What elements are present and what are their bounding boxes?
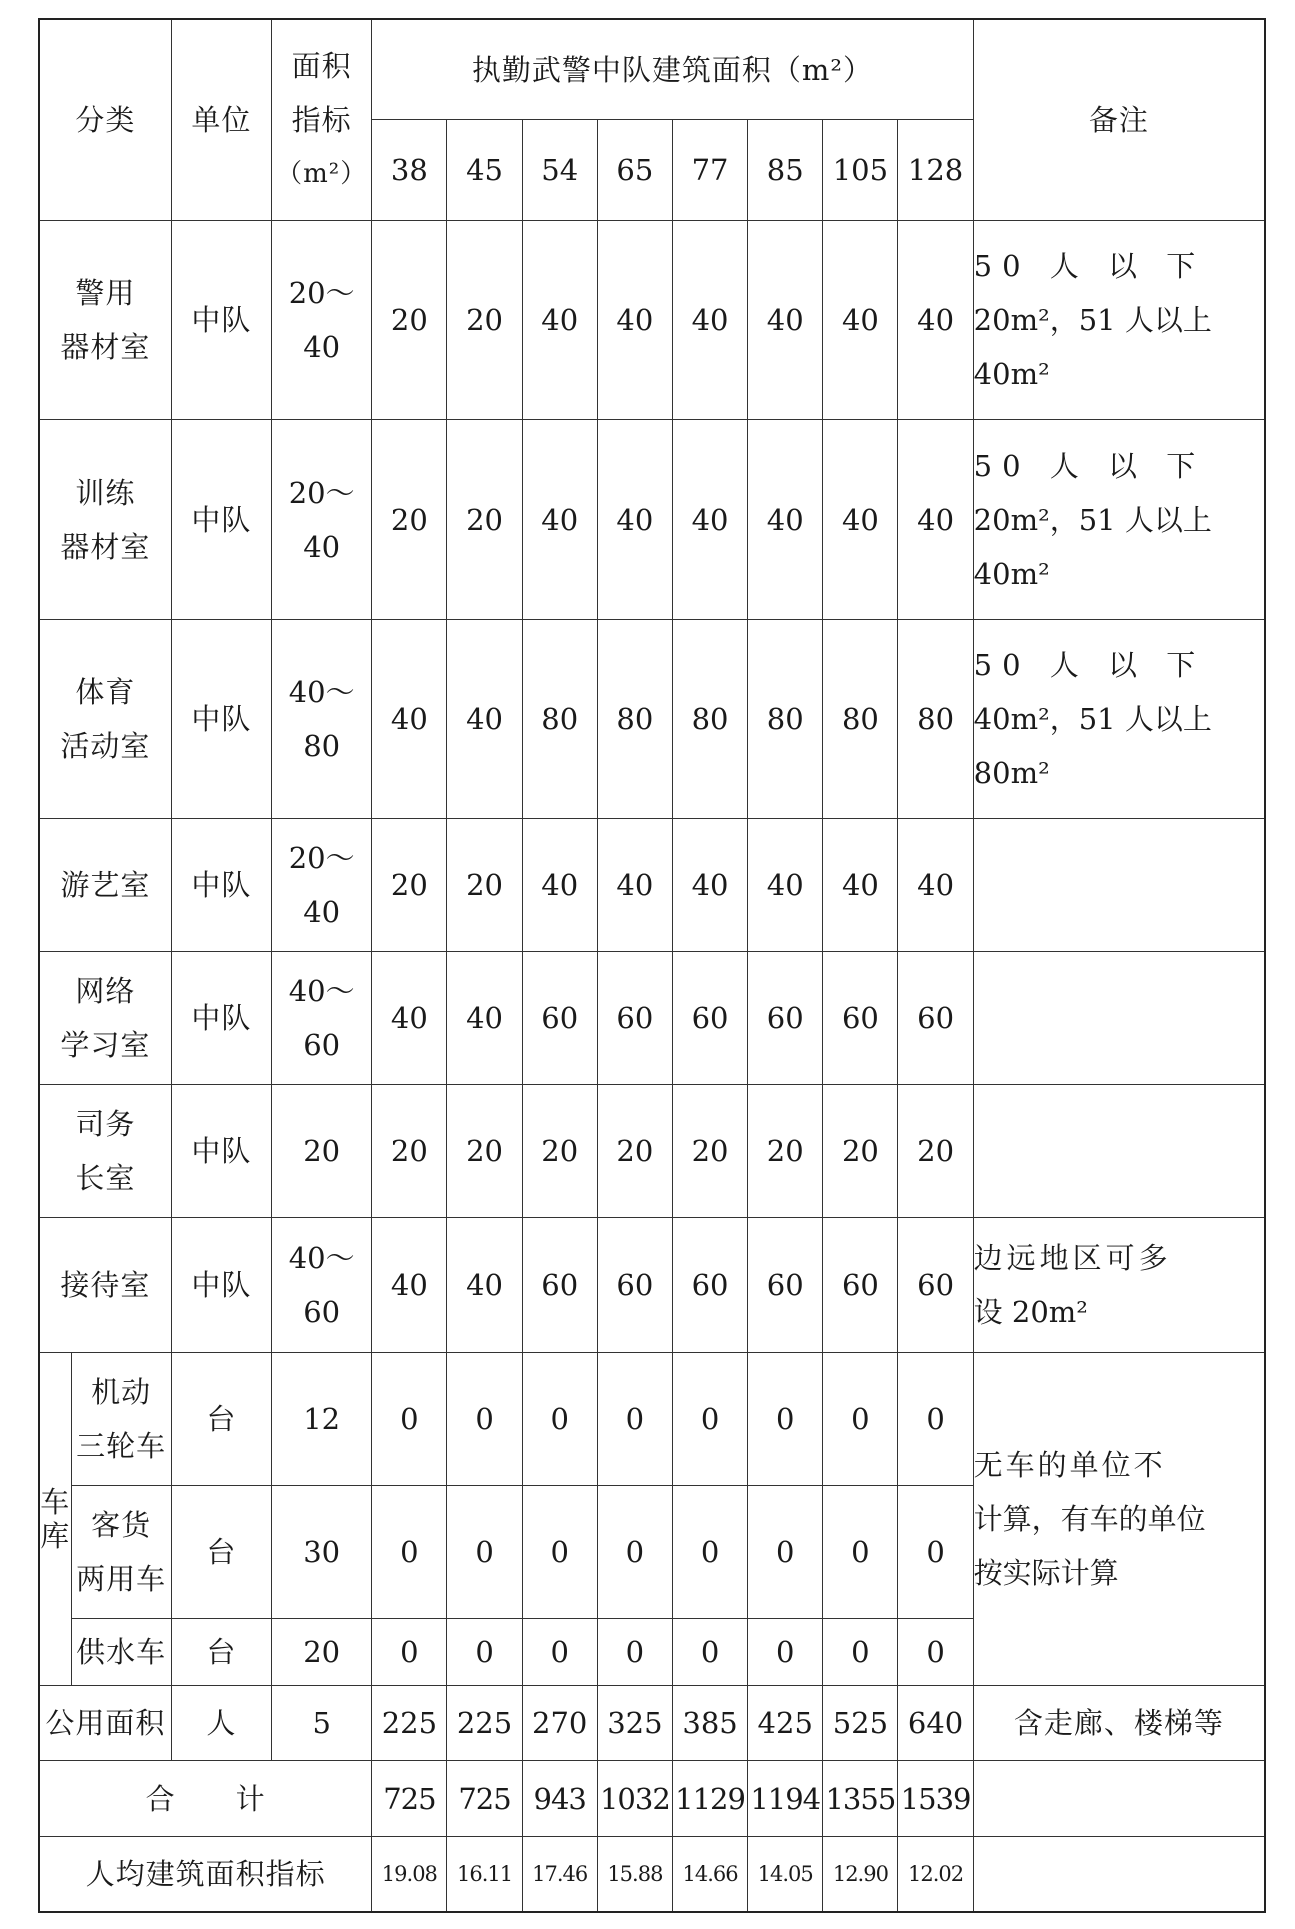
row-index xyxy=(272,819,372,952)
cell: 20 xyxy=(372,420,447,619)
row-name-line1: 网络 xyxy=(75,974,136,1009)
note-line3: 按实际计算 xyxy=(973,1555,1119,1590)
cell: 20 xyxy=(522,1085,597,1218)
row-unit: 中队 xyxy=(171,420,271,619)
row-index-line2: 40 xyxy=(303,529,341,564)
cell: 60 xyxy=(748,952,823,1085)
cell: 40 xyxy=(522,220,597,419)
cell: 0 xyxy=(447,1619,522,1685)
cell: 20 xyxy=(823,1085,898,1218)
cell: 60 xyxy=(748,1218,823,1353)
row-unit: 中队 xyxy=(171,1218,271,1353)
row-note xyxy=(973,619,1265,818)
row-note xyxy=(973,1836,1265,1912)
row-name: 公用面积 xyxy=(39,1685,171,1761)
row-name-line2: 长室 xyxy=(75,1161,136,1196)
note-line1: 50 人 以 下 xyxy=(973,249,1206,284)
cell: 640 xyxy=(898,1685,973,1761)
row-name-line1: 机动 xyxy=(91,1375,152,1410)
row-name: 游艺室 xyxy=(39,819,171,952)
cell: 60 xyxy=(522,952,597,1085)
cell: 60 xyxy=(672,952,747,1085)
row-index-line1: 40～ xyxy=(288,1241,355,1276)
row-unit: 中队 xyxy=(171,619,271,818)
cell: 1194 xyxy=(748,1761,823,1837)
cell: 40 xyxy=(748,819,823,952)
table-row xyxy=(39,819,1265,952)
row-note xyxy=(973,819,1265,952)
cell: 40 xyxy=(898,819,973,952)
cell: 60 xyxy=(898,952,973,1085)
cell: 40 xyxy=(898,220,973,419)
row-name-line1: 司务 xyxy=(75,1107,136,1142)
cell: 0 xyxy=(447,1353,522,1486)
cell: 20 xyxy=(447,1085,522,1218)
cell: 0 xyxy=(597,1619,672,1685)
row-index: 12 xyxy=(272,1353,372,1486)
cell: 14.05 xyxy=(748,1836,823,1912)
header-size-65: 65 xyxy=(597,120,672,221)
cell: 40 xyxy=(447,952,522,1085)
header-area-index-line1: 面积 xyxy=(291,48,352,83)
row-name: 供水车 xyxy=(71,1619,171,1685)
cell: 0 xyxy=(823,1619,898,1685)
cell: 40 xyxy=(447,619,522,818)
cell: 60 xyxy=(823,1218,898,1353)
cell: 40 xyxy=(672,819,747,952)
row-name-line2: 活动室 xyxy=(60,729,151,764)
row-name xyxy=(71,1486,171,1619)
cell: 40 xyxy=(672,420,747,619)
cell: 20 xyxy=(672,1085,747,1218)
cell: 0 xyxy=(522,1619,597,1685)
cell: 60 xyxy=(597,952,672,1085)
header-area-index-line2: 指标 xyxy=(291,102,352,137)
cell: 943 xyxy=(522,1761,597,1837)
row-note: 含走廊、楼梯等 xyxy=(973,1685,1265,1761)
cell: 270 xyxy=(522,1685,597,1761)
cell: 60 xyxy=(522,1218,597,1353)
cell: 0 xyxy=(898,1486,973,1619)
cell: 0 xyxy=(672,1353,747,1486)
cell: 225 xyxy=(447,1685,522,1761)
cell: 0 xyxy=(748,1353,823,1486)
row-unit: 中队 xyxy=(171,1085,271,1218)
note-line3: 40m² xyxy=(973,357,1050,392)
cell: 0 xyxy=(372,1486,447,1619)
cell: 0 xyxy=(748,1619,823,1685)
row-unit: 中队 xyxy=(171,819,271,952)
cell: 20 xyxy=(447,220,522,419)
garage-label xyxy=(39,1353,71,1685)
row-unit: 人 xyxy=(171,1685,271,1761)
row-name-line2: 器材室 xyxy=(60,330,151,365)
cell: 0 xyxy=(748,1486,823,1619)
row-name-line1: 训练 xyxy=(75,475,136,510)
note-line1: 50 人 以 下 xyxy=(973,448,1206,483)
header-area-index xyxy=(272,19,372,220)
note-line1: 边远地区可多 xyxy=(973,1241,1172,1276)
cell: 60 xyxy=(672,1218,747,1353)
cell: 0 xyxy=(823,1486,898,1619)
cell: 0 xyxy=(672,1619,747,1685)
row-note xyxy=(973,220,1265,419)
cell: 40 xyxy=(372,1218,447,1353)
row-note xyxy=(973,1761,1265,1837)
note-line2: 20m²，51 人以上 xyxy=(973,303,1212,338)
cell: 12.90 xyxy=(823,1836,898,1912)
cell: 0 xyxy=(823,1353,898,1486)
row-note xyxy=(973,1218,1265,1353)
row-name-line2: 两用车 xyxy=(76,1562,167,1597)
row-name-line2: 学习室 xyxy=(60,1028,151,1063)
row-index-line2: 60 xyxy=(303,1028,341,1063)
cell: 225 xyxy=(372,1685,447,1761)
cell: 1539 xyxy=(898,1761,973,1837)
cell: 0 xyxy=(672,1486,747,1619)
row-index-line2: 80 xyxy=(303,729,341,764)
cell: 12.02 xyxy=(898,1836,973,1912)
area-index-table xyxy=(38,18,1266,1913)
header-remark: 备注 xyxy=(973,19,1265,220)
table-row xyxy=(39,1836,1265,1912)
cell: 0 xyxy=(522,1353,597,1486)
note-line2: 20m²，51 人以上 xyxy=(973,502,1212,537)
row-index-line1: 20～ xyxy=(288,841,355,876)
cell: 40 xyxy=(597,420,672,619)
cell: 20 xyxy=(372,819,447,952)
cell: 80 xyxy=(522,619,597,818)
cell: 20 xyxy=(372,1085,447,1218)
header-size-45: 45 xyxy=(447,120,522,221)
table-row xyxy=(39,1761,1265,1837)
row-index: 30 xyxy=(272,1486,372,1619)
cell: 40 xyxy=(372,952,447,1085)
header-size-105: 105 xyxy=(823,120,898,221)
cell: 19.08 xyxy=(372,1836,447,1912)
cell: 20 xyxy=(748,1085,823,1218)
cell: 1129 xyxy=(672,1761,747,1837)
note-line3: 80m² xyxy=(973,756,1050,791)
row-index xyxy=(272,420,372,619)
header-size-38: 38 xyxy=(372,120,447,221)
cell: 425 xyxy=(748,1685,823,1761)
note-line2: 计算，有车的单位 xyxy=(973,1501,1206,1536)
cell: 40 xyxy=(522,420,597,619)
row-index-line1: 20～ xyxy=(288,276,355,311)
cell: 80 xyxy=(748,619,823,818)
table-row xyxy=(39,952,1265,1085)
cell: 40 xyxy=(672,220,747,419)
cell: 20 xyxy=(898,1085,973,1218)
header-size-77: 77 xyxy=(672,120,747,221)
row-index: 20 xyxy=(272,1619,372,1685)
table-row xyxy=(39,1085,1265,1218)
cell: 20 xyxy=(447,420,522,619)
cell: 40 xyxy=(823,220,898,419)
cell: 0 xyxy=(597,1353,672,1486)
cell: 0 xyxy=(597,1486,672,1619)
row-index-line2: 40 xyxy=(303,330,341,365)
note-line2: 40m²，51 人以上 xyxy=(973,702,1212,737)
row-index xyxy=(272,619,372,818)
row-note xyxy=(973,420,1265,619)
garage-label-text: 车库 xyxy=(40,1484,71,1553)
row-name xyxy=(39,1085,171,1218)
row-unit: 中队 xyxy=(171,220,271,419)
row-name-line2: 三轮车 xyxy=(76,1429,167,1464)
cell: 40 xyxy=(898,420,973,619)
row-name: 接待室 xyxy=(39,1218,171,1353)
row-index: 20 xyxy=(272,1085,372,1218)
row-index-line2: 60 xyxy=(303,1295,341,1330)
note-line1: 无车的单位不 xyxy=(973,1447,1166,1482)
cell: 80 xyxy=(823,619,898,818)
cell: 325 xyxy=(597,1685,672,1761)
row-name xyxy=(71,1353,171,1486)
table-row xyxy=(39,1685,1265,1761)
cell: 60 xyxy=(597,1218,672,1353)
cell: 40 xyxy=(447,1218,522,1353)
cell: 40 xyxy=(823,819,898,952)
cell: 16.11 xyxy=(447,1836,522,1912)
cell: 40 xyxy=(748,220,823,419)
cell: 80 xyxy=(672,619,747,818)
cell: 0 xyxy=(898,1619,973,1685)
cell: 0 xyxy=(898,1353,973,1486)
cell: 17.46 xyxy=(522,1836,597,1912)
row-index xyxy=(272,220,372,419)
row-index xyxy=(272,952,372,1085)
cell: 40 xyxy=(748,420,823,619)
per-capita-label: 人均建筑面积指标 xyxy=(39,1836,372,1912)
header-area-index-line3: （m²） xyxy=(276,158,368,189)
cell: 725 xyxy=(372,1761,447,1837)
row-name xyxy=(39,420,171,619)
table-row xyxy=(39,619,1265,818)
cell: 1355 xyxy=(823,1761,898,1837)
cell: 525 xyxy=(823,1685,898,1761)
cell: 40 xyxy=(372,619,447,818)
header-category: 分类 xyxy=(39,19,171,220)
cell: 14.66 xyxy=(672,1836,747,1912)
cell: 0 xyxy=(447,1486,522,1619)
note-line1: 50 人 以 下 xyxy=(973,648,1206,683)
row-index-line1: 40～ xyxy=(288,675,355,710)
cell: 0 xyxy=(372,1619,447,1685)
row-name-line1: 警用 xyxy=(75,276,136,311)
cell: 40 xyxy=(597,220,672,419)
note-line3: 40m² xyxy=(973,556,1050,591)
header-size-54: 54 xyxy=(522,120,597,221)
cell: 40 xyxy=(597,819,672,952)
garage-note xyxy=(973,1353,1265,1685)
row-name-line1: 客货 xyxy=(91,1508,152,1543)
row-name xyxy=(39,220,171,419)
cell: 1032 xyxy=(597,1761,672,1837)
cell: 80 xyxy=(898,619,973,818)
row-index-line1: 40～ xyxy=(288,974,355,1009)
cell: 20 xyxy=(372,220,447,419)
cell: 20 xyxy=(597,1085,672,1218)
row-unit: 台 xyxy=(171,1619,271,1685)
note-line2: 设 20m² xyxy=(973,1295,1088,1330)
cell: 40 xyxy=(522,819,597,952)
row-index-line2: 40 xyxy=(303,895,341,930)
header-group-title: 执勤武警中队建筑面积（m²） xyxy=(372,19,973,120)
row-name-line2: 器材室 xyxy=(60,529,151,564)
row-name xyxy=(39,619,171,818)
row-index xyxy=(272,1218,372,1353)
cell: 0 xyxy=(372,1353,447,1486)
row-unit: 台 xyxy=(171,1353,271,1486)
cell: 20 xyxy=(447,819,522,952)
table-row xyxy=(39,420,1265,619)
row-name-line1: 体育 xyxy=(75,675,136,710)
row-name xyxy=(39,952,171,1085)
row-unit: 台 xyxy=(171,1486,271,1619)
cell: 385 xyxy=(672,1685,747,1761)
cell: 60 xyxy=(823,952,898,1085)
table-row xyxy=(39,1218,1265,1353)
header-size-85: 85 xyxy=(748,120,823,221)
cell: 0 xyxy=(522,1486,597,1619)
table-row xyxy=(39,1353,1265,1486)
cell: 40 xyxy=(823,420,898,619)
row-note xyxy=(973,952,1265,1085)
header-size-128: 128 xyxy=(898,120,973,221)
cell: 60 xyxy=(898,1218,973,1353)
row-index-line1: 20～ xyxy=(288,475,355,510)
header-unit: 单位 xyxy=(171,19,271,220)
cell: 80 xyxy=(597,619,672,818)
row-unit: 中队 xyxy=(171,952,271,1085)
total-label: 合 计 xyxy=(39,1761,372,1837)
cell: 15.88 xyxy=(597,1836,672,1912)
cell: 725 xyxy=(447,1761,522,1837)
table-row xyxy=(39,220,1265,419)
row-note xyxy=(973,1085,1265,1218)
row-index: 5 xyxy=(272,1685,372,1761)
